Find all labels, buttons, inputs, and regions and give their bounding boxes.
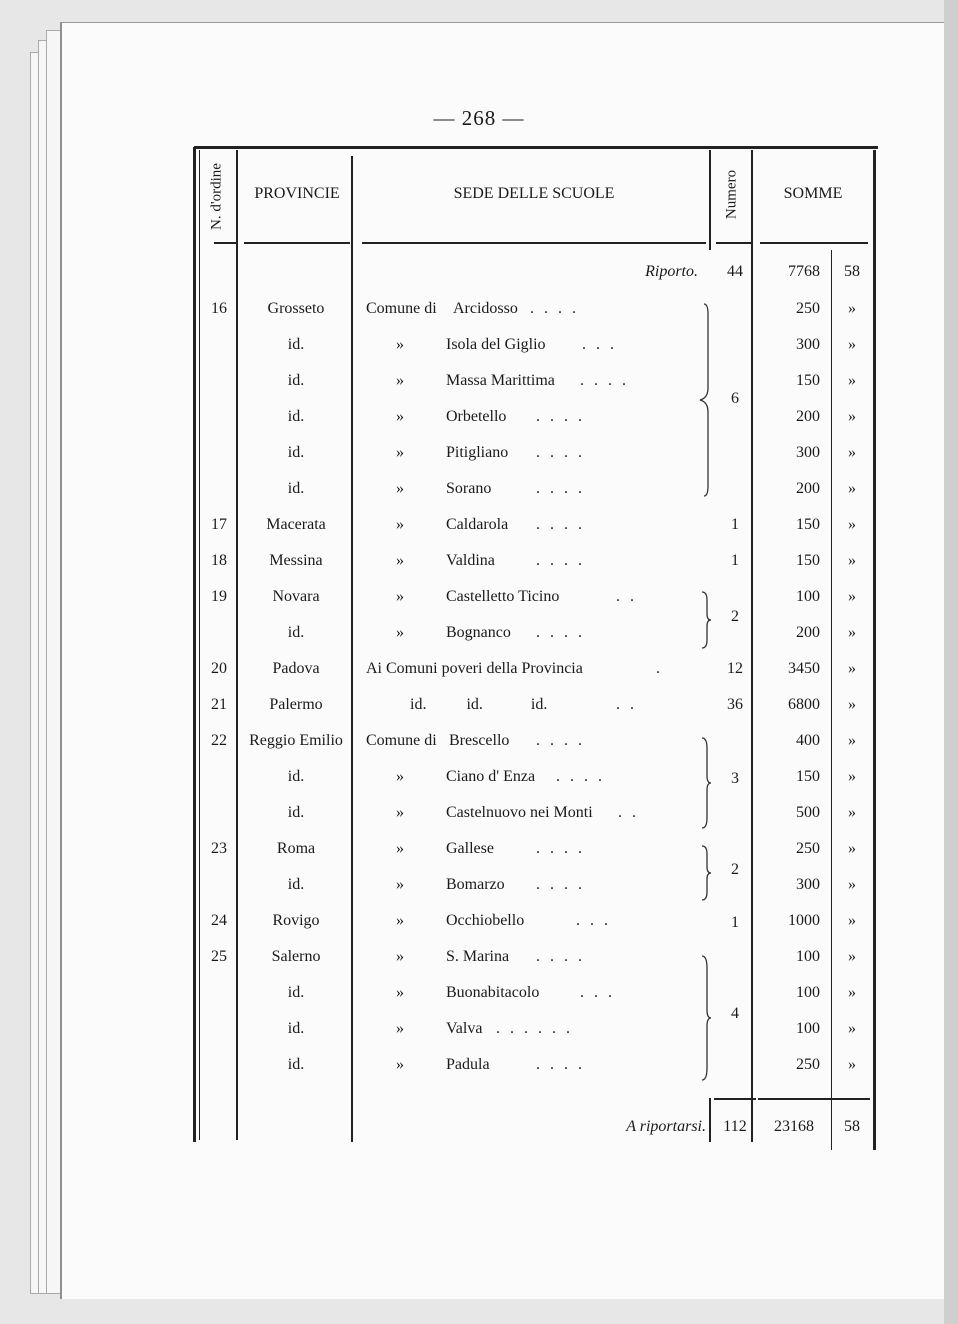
row-amount: 150 — [796, 768, 820, 785]
row-number: 17 — [211, 516, 227, 533]
row-amount: 400 — [796, 732, 820, 749]
row-province: id. — [287, 408, 305, 425]
row-school: Occhiobello — [446, 912, 525, 929]
row-school: id. id. id. — [410, 696, 548, 713]
total-label: A riportarsi. — [626, 1118, 706, 1135]
row-amount: 200 — [796, 480, 820, 497]
row-school: Brescello — [449, 732, 510, 749]
leader-dots: .... — [536, 624, 592, 641]
group-numero: 2 — [731, 861, 739, 878]
group-numero: 2 — [731, 608, 739, 625]
row-school: Orbetello — [446, 408, 507, 425]
row-prefix: » — [396, 588, 404, 605]
row-cent: » — [848, 1056, 856, 1073]
group-numero: 1 — [731, 552, 739, 569]
row-school: Bognanco — [446, 624, 511, 641]
column-rule-ordine — [236, 150, 238, 1140]
row-province: id. — [287, 444, 305, 461]
header-sede: SEDE DELLE SCUOLE — [453, 185, 615, 202]
row-cent: » — [848, 552, 856, 569]
row-province: Rovigo — [272, 912, 320, 929]
table-top-rule — [194, 146, 878, 149]
row-prefix: Comune di — [366, 732, 437, 749]
row-amount: 200 — [796, 408, 820, 425]
header-rule-provincie — [244, 242, 350, 244]
row-province: Roma — [276, 840, 316, 857]
row-cent: » — [848, 300, 856, 317]
row-number: 25 — [211, 948, 227, 965]
row-prefix: » — [396, 444, 404, 461]
row-amount: 100 — [796, 1020, 820, 1037]
page-number: — 268 — — [433, 106, 525, 130]
leader-dots: . — [656, 660, 670, 677]
row-prefix: » — [396, 912, 404, 929]
leader-dots: .... — [536, 552, 592, 569]
header-rule-somme — [760, 242, 868, 244]
row-prefix: » — [396, 984, 404, 1001]
row-prefix: » — [396, 876, 404, 893]
group-numero: 1 — [731, 914, 739, 931]
header-rule-sede — [362, 242, 706, 244]
row-school: Bomarzo — [446, 876, 505, 893]
row-province: Messina — [269, 552, 323, 569]
leader-dots: .... — [536, 732, 592, 749]
riporto-label: Riporto. — [645, 263, 698, 280]
row-cent: » — [848, 732, 856, 749]
row-prefix: » — [396, 1056, 404, 1073]
row-number: 22 — [211, 732, 227, 749]
row-school: Ai Comuni poveri della Provincia — [366, 660, 583, 677]
row-cent: » — [848, 516, 856, 533]
row-province: id. — [287, 372, 305, 389]
row-prefix: » — [396, 948, 404, 965]
row-amount: 250 — [796, 1056, 820, 1073]
table-left-rule — [193, 147, 196, 1142]
row-prefix: » — [396, 408, 404, 425]
total-rule-somme — [758, 1098, 870, 1100]
group-numero: 6 — [731, 390, 739, 407]
row-school: Pitigliano — [446, 444, 509, 461]
row-school: Gallese — [446, 840, 494, 857]
row-cent: » — [848, 804, 856, 821]
row-number: 24 — [211, 912, 227, 929]
leader-dots: .. — [616, 696, 644, 713]
row-prefix: » — [396, 336, 404, 353]
column-rule-sede-head — [709, 150, 711, 250]
row-number: 19 — [211, 588, 227, 605]
header-rule-numero — [716, 242, 752, 244]
row-province: id. — [287, 336, 305, 353]
row-amount: 100 — [796, 948, 820, 965]
leader-dots: .... — [536, 840, 592, 857]
leader-dots: ... — [582, 336, 624, 353]
row-province: id. — [287, 768, 305, 785]
leader-dots: .... — [530, 300, 586, 317]
leader-dots: .. — [616, 588, 644, 605]
group-brace-novara — [698, 590, 712, 650]
leader-dots: .... — [536, 1056, 592, 1073]
total-rule-numero — [714, 1098, 756, 1100]
row-province: id. — [287, 876, 305, 893]
row-amount: 1000 — [788, 912, 820, 929]
row-province: Padova — [272, 660, 320, 677]
row-cent: » — [848, 912, 856, 929]
table-left-rule-inner — [199, 150, 200, 1140]
group-numero: 1 — [731, 516, 739, 533]
row-school: Valva — [446, 1020, 483, 1037]
row-school: Arcidosso — [453, 300, 518, 317]
leader-dots: .... — [536, 480, 592, 497]
group-numero: 36 — [727, 696, 743, 713]
row-school: Sorano — [446, 480, 492, 497]
row-amount: 250 — [796, 840, 820, 857]
row-school: Ciano d' Enza — [446, 768, 536, 785]
row-prefix: » — [396, 516, 404, 533]
riporto-cent: 58 — [844, 263, 860, 280]
row-province: Palermo — [269, 696, 323, 713]
total-cent: 58 — [844, 1118, 860, 1135]
row-school: Isola del Giglio — [446, 336, 546, 353]
leader-dots: .... — [536, 948, 592, 965]
row-province: id. — [287, 804, 305, 821]
row-cent: » — [848, 1020, 856, 1037]
group-brace-salerno — [698, 954, 712, 1082]
column-rule-numero — [751, 150, 753, 1142]
row-prefix: » — [396, 552, 404, 569]
row-cent: » — [848, 480, 856, 497]
leader-dots: .... — [536, 876, 592, 893]
header-ordine: N. d'ordine — [208, 163, 225, 230]
row-amount: 100 — [796, 588, 820, 605]
group-brace-roma — [698, 844, 712, 902]
row-school: Valdina — [446, 552, 495, 569]
table-right-rule — [873, 150, 876, 1150]
row-school: Castelnuovo nei Monti — [446, 804, 593, 821]
row-province: Salerno — [271, 948, 321, 965]
row-school: Buonabitacolo — [446, 984, 540, 1001]
row-amount: 250 — [796, 300, 820, 317]
row-prefix: » — [396, 1020, 404, 1037]
row-province: Macerata — [266, 516, 326, 533]
row-cent: » — [848, 408, 856, 425]
header-numero: Numero — [723, 169, 740, 220]
row-amount: 150 — [796, 516, 820, 533]
row-province: id. — [287, 984, 305, 1001]
row-cent: » — [848, 948, 856, 965]
row-cent: » — [848, 876, 856, 893]
row-amount: 100 — [796, 984, 820, 1001]
row-prefix: » — [396, 840, 404, 857]
header-somme: SOMME — [783, 185, 843, 202]
row-cent: » — [848, 696, 856, 713]
row-amount: 300 — [796, 336, 820, 353]
row-number: 20 — [211, 660, 227, 677]
row-amount: 150 — [796, 372, 820, 389]
row-school: Massa Marittima — [446, 372, 555, 389]
leader-dots: .. — [618, 804, 646, 821]
scan-edge — [944, 0, 958, 1324]
row-province: Grosseto — [267, 300, 325, 317]
row-amount: 200 — [796, 624, 820, 641]
row-province: Reggio Emilio — [249, 732, 343, 749]
row-cent: » — [848, 336, 856, 353]
group-numero: 12 — [727, 660, 743, 677]
leader-dots: ... — [580, 984, 622, 1001]
row-cent: » — [848, 444, 856, 461]
leader-dots: .... — [580, 372, 636, 389]
row-amount: 6800 — [788, 696, 820, 713]
row-number: 16 — [211, 300, 227, 317]
row-province: Novara — [272, 588, 320, 605]
riporto-numero: 44 — [727, 263, 743, 280]
row-cent: » — [848, 624, 856, 641]
row-cent: » — [848, 840, 856, 857]
leader-dots: ... — [576, 912, 618, 929]
leader-dots: .... — [556, 768, 612, 785]
row-prefix: » — [396, 372, 404, 389]
leader-dots: ...... — [496, 1020, 580, 1037]
row-school: Caldarola — [446, 516, 509, 533]
group-brace-grosseto — [696, 300, 712, 500]
row-province: id. — [287, 480, 305, 497]
leader-dots: .... — [536, 516, 592, 533]
header-provincie: PROVINCIE — [254, 185, 340, 202]
row-cent: » — [848, 768, 856, 785]
riporto-lire: 7768 — [788, 263, 820, 280]
row-prefix: » — [396, 768, 404, 785]
row-school: Padula — [446, 1056, 490, 1073]
row-province: id. — [287, 1056, 305, 1073]
row-prefix: » — [396, 624, 404, 641]
leader-dots: .... — [536, 408, 592, 425]
column-rule-sede-foot — [709, 1098, 711, 1142]
row-school: Castelletto Ticino — [446, 588, 560, 605]
row-prefix: Comune di — [366, 300, 437, 317]
total-numero: 112 — [723, 1118, 747, 1135]
leader-dots: .... — [536, 444, 592, 461]
row-cent: » — [848, 660, 856, 677]
column-rule-cent — [831, 250, 832, 1150]
row-province: id. — [287, 624, 305, 641]
row-number: 21 — [211, 696, 227, 713]
row-number: 18 — [211, 552, 227, 569]
total-lire: 23168 — [774, 1118, 814, 1135]
row-school: S. Marina — [446, 948, 510, 965]
row-amount: 300 — [796, 444, 820, 461]
row-cent: » — [848, 372, 856, 389]
row-province: id. — [287, 1020, 305, 1037]
row-amount: 500 — [796, 804, 820, 821]
row-cent: » — [848, 984, 856, 1001]
group-numero: 3 — [731, 770, 739, 787]
row-amount: 300 — [796, 876, 820, 893]
row-number: 23 — [211, 840, 227, 857]
row-prefix: » — [396, 804, 404, 821]
row-amount: 3450 — [788, 660, 820, 677]
row-amount: 150 — [796, 552, 820, 569]
row-prefix: » — [396, 480, 404, 497]
row-cent: » — [848, 588, 856, 605]
group-brace-reggio — [698, 736, 712, 830]
group-numero: 4 — [731, 1005, 739, 1022]
